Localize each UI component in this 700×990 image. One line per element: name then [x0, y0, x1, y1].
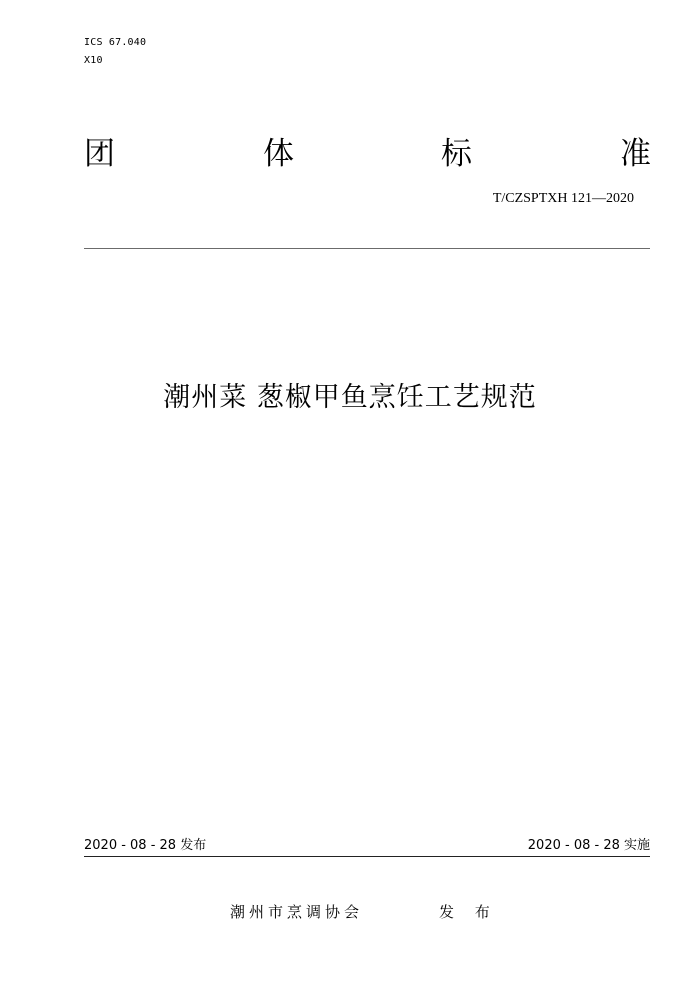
footer-divider — [84, 856, 650, 857]
publish-label: 发 布 — [439, 903, 498, 921]
standard-type-char-1: 团 — [84, 136, 115, 172]
publish-date: 2020 - 08 - 28 发布 — [84, 838, 207, 853]
publisher-name: 潮州市烹调协会 — [230, 903, 364, 921]
standard-number: T/CZSPTXH 121—2020 — [492, 191, 634, 206]
effective-date: 2020 - 08 - 28 实施 — [527, 838, 650, 853]
document-title: 潮州菜 葱椒甲鱼烹饪工艺规范 — [163, 382, 537, 413]
ics-code: ICS 67.040 — [84, 37, 147, 48]
standard-type-char-4: 准 — [620, 136, 651, 172]
classification-code: X10 — [84, 55, 103, 66]
header-divider — [84, 248, 650, 249]
standard-type-char-3: 标 — [441, 136, 472, 172]
standard-type-char-2: 体 — [263, 136, 294, 172]
